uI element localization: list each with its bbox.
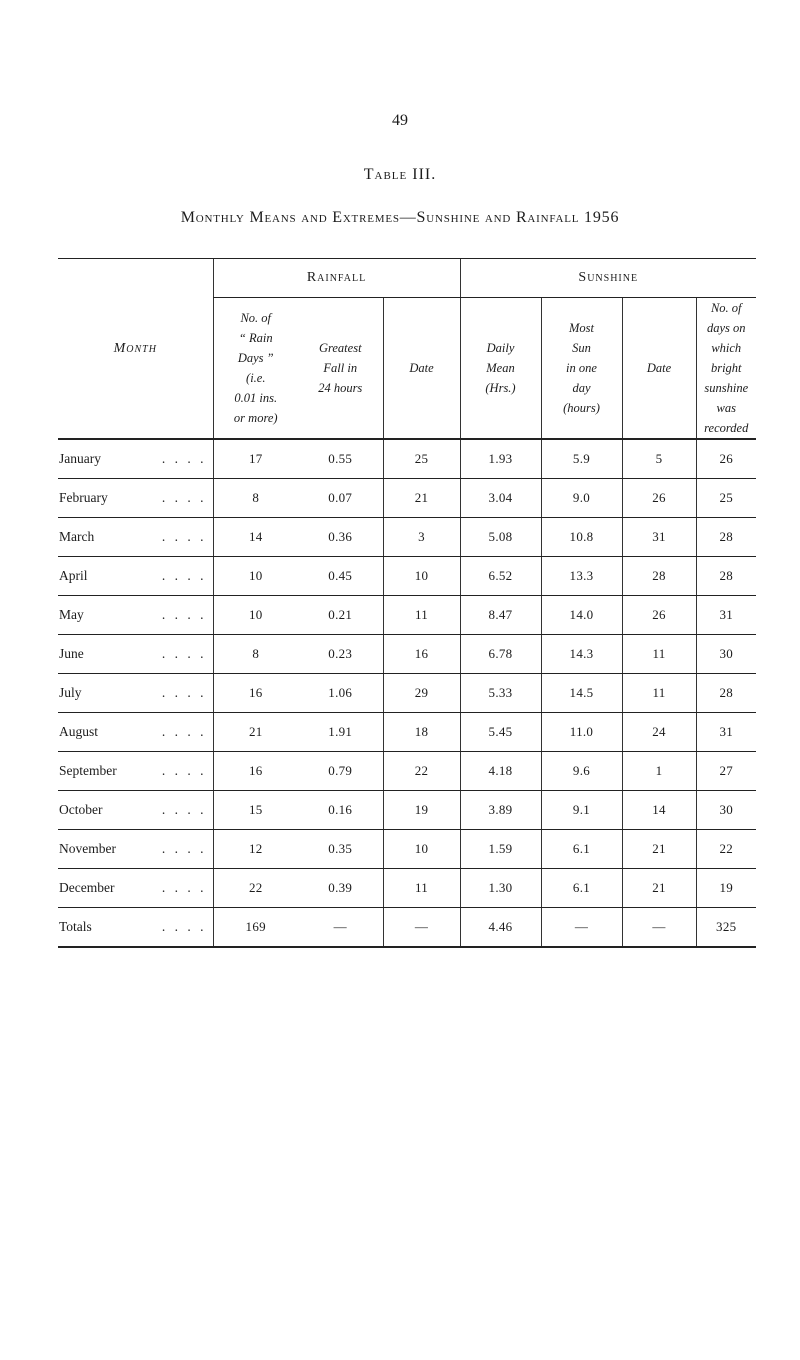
greatest-fall-cell: 0.07: [298, 479, 383, 518]
most-sun-cell: 14.3: [541, 635, 622, 674]
daily-mean-cell: 6.78: [460, 635, 541, 674]
page-number: 49: [392, 112, 408, 129]
month-label: September: [59, 763, 117, 778]
bright-days-cell: 28: [696, 557, 756, 596]
daily-mean-cell: 3.04: [460, 479, 541, 518]
leader-dots: . . . .: [161, 685, 207, 700]
most-sun-cell: 9.0: [541, 479, 622, 518]
month-cell: [58, 674, 213, 713]
rain-days-cell: 15: [213, 791, 298, 830]
month-cell: [58, 596, 213, 635]
table-header: [58, 259, 756, 440]
bright-days-cell: 25: [696, 479, 756, 518]
most-sun-cell: 10.8: [541, 518, 622, 557]
month-label: April: [59, 568, 88, 583]
bright-days-cell: 22: [696, 830, 756, 869]
rain-date-cell: 11: [383, 596, 460, 635]
rain-date-cell: 16: [383, 635, 460, 674]
sun-date-cell: 11: [622, 674, 696, 713]
most-sun-cell: 14.5: [541, 674, 622, 713]
daily-mean-cell: 3.89: [460, 791, 541, 830]
rain-days-cell: 169: [213, 908, 298, 948]
header-bright-days: No. of days on which bright sunshine was recorded: [696, 298, 756, 440]
month-label: March: [59, 529, 95, 544]
month-label: June: [59, 646, 84, 661]
greatest-fall-cell: 0.45: [298, 557, 383, 596]
month-cell: [58, 518, 213, 557]
greatest-fall-cell: 0.39: [298, 869, 383, 908]
leader-dots: . . . .: [161, 841, 207, 856]
rain-days-cell: 8: [213, 479, 298, 518]
rain-days-cell: 8: [213, 635, 298, 674]
bright-days-cell: 28: [696, 674, 756, 713]
rain-date-cell: 25: [383, 439, 460, 479]
bright-days-cell: 30: [696, 635, 756, 674]
bright-days-cell: 28: [696, 518, 756, 557]
table-body: [58, 439, 756, 947]
rain-days-cell: 10: [213, 596, 298, 635]
header-greatest-fall: Greatest Fall in 24 hours: [298, 298, 383, 440]
month-cell: [58, 557, 213, 596]
leader-dots: . . . .: [161, 451, 207, 466]
rain-days-cell: 10: [213, 557, 298, 596]
rain-date-cell: 10: [383, 830, 460, 869]
bright-days-cell: 325: [696, 908, 756, 948]
most-sun-cell: 5.9: [541, 439, 622, 479]
rain-date-cell: —: [383, 908, 460, 948]
greatest-fall-cell: 0.23: [298, 635, 383, 674]
table-row: [58, 518, 756, 557]
table-row: [58, 791, 756, 830]
rain-days-cell: 14: [213, 518, 298, 557]
table-row: [58, 869, 756, 908]
month-label: May: [59, 607, 84, 622]
greatest-fall-cell: 1.06: [298, 674, 383, 713]
table-row: [58, 752, 756, 791]
table-row: [58, 479, 756, 518]
sun-date-cell: 31: [622, 518, 696, 557]
table-row: [58, 830, 756, 869]
month-cell: [58, 635, 213, 674]
daily-mean-cell: 5.45: [460, 713, 541, 752]
sun-date-cell: —: [622, 908, 696, 948]
rain-days-cell: 12: [213, 830, 298, 869]
daily-mean-cell: 4.18: [460, 752, 541, 791]
most-sun-cell: 11.0: [541, 713, 622, 752]
leader-dots: . . . .: [161, 802, 207, 817]
table-row: [58, 713, 756, 752]
rain-date-cell: 11: [383, 869, 460, 908]
sun-date-cell: 1: [622, 752, 696, 791]
month-cell: [58, 479, 213, 518]
daily-mean-cell: 6.52: [460, 557, 541, 596]
greatest-fall-cell: 0.16: [298, 791, 383, 830]
greatest-fall-cell: 0.55: [298, 439, 383, 479]
greatest-fall-cell: 0.21: [298, 596, 383, 635]
sun-date-cell: 11: [622, 635, 696, 674]
table-row: [58, 674, 756, 713]
leader-dots: . . . .: [161, 568, 207, 583]
most-sun-cell: 13.3: [541, 557, 622, 596]
header-daily-mean: Daily Mean (Hrs.): [460, 298, 541, 440]
most-sun-cell: 9.1: [541, 791, 622, 830]
leader-dots: . . . .: [161, 880, 207, 895]
most-sun-cell: 6.1: [541, 830, 622, 869]
sun-date-cell: 26: [622, 479, 696, 518]
most-sun-cell: 6.1: [541, 869, 622, 908]
table-row: [58, 596, 756, 635]
leader-dots: . . . .: [161, 490, 207, 505]
sun-date-cell: 21: [622, 869, 696, 908]
sun-date-cell: 24: [622, 713, 696, 752]
table-caption: Monthly Means and Extremes—Sunshine and Rainfall 1956: [180, 209, 620, 226]
leader-dots: . . . .: [161, 724, 207, 739]
month-cell: [58, 791, 213, 830]
weather-table: [58, 258, 756, 948]
month-cell: [58, 439, 213, 479]
month-label: Totals: [59, 919, 92, 934]
daily-mean-cell: 5.08: [460, 518, 541, 557]
rain-date-cell: 29: [383, 674, 460, 713]
month-cell: [58, 908, 213, 948]
month-label: February: [59, 490, 108, 505]
daily-mean-cell: 1.30: [460, 869, 541, 908]
header-most-sun: Most Sun in one day (hours): [541, 298, 622, 440]
table-title: Table III.: [363, 166, 437, 183]
most-sun-cell: 14.0: [541, 596, 622, 635]
bright-days-cell: 19: [696, 869, 756, 908]
greatest-fall-cell: —: [298, 908, 383, 948]
sun-date-cell: 21: [622, 830, 696, 869]
sun-date-cell: 14: [622, 791, 696, 830]
rain-date-cell: 18: [383, 713, 460, 752]
leader-dots: . . . .: [161, 607, 207, 622]
rain-days-cell: 21: [213, 713, 298, 752]
leader-dots: . . . .: [161, 763, 207, 778]
daily-mean-cell: 5.33: [460, 674, 541, 713]
daily-mean-cell: 1.93: [460, 439, 541, 479]
header-sun-date: Date: [622, 298, 696, 440]
header-rainfall-group: Rainfall: [213, 259, 460, 298]
rain-date-cell: 10: [383, 557, 460, 596]
sun-date-cell: 26: [622, 596, 696, 635]
table-row: [58, 557, 756, 596]
month-label: November: [59, 841, 116, 856]
month-cell: [58, 752, 213, 791]
greatest-fall-cell: 0.35: [298, 830, 383, 869]
month-label: October: [59, 802, 103, 817]
most-sun-cell: —: [541, 908, 622, 948]
greatest-fall-cell: 1.91: [298, 713, 383, 752]
month-cell: [58, 869, 213, 908]
rain-days-cell: 22: [213, 869, 298, 908]
rain-days-cell: 17: [213, 439, 298, 479]
month-cell: [58, 713, 213, 752]
totals-row: [58, 908, 756, 948]
rain-date-cell: 21: [383, 479, 460, 518]
greatest-fall-cell: 0.36: [298, 518, 383, 557]
bright-days-cell: 26: [696, 439, 756, 479]
header-rain-date: Date: [383, 298, 460, 440]
bright-days-cell: 27: [696, 752, 756, 791]
bright-days-cell: 31: [696, 596, 756, 635]
daily-mean-cell: 1.59: [460, 830, 541, 869]
leader-dots: . . . .: [161, 646, 207, 661]
header-rain-days: No. of “ Rain Days ” (i.e. 0.01 ins. or more): [213, 298, 298, 440]
sun-date-cell: 5: [622, 439, 696, 479]
rain-date-cell: 3: [383, 518, 460, 557]
sun-date-cell: 28: [622, 557, 696, 596]
month-cell: [58, 830, 213, 869]
rain-date-cell: 22: [383, 752, 460, 791]
leader-dots: . . . .: [161, 529, 207, 544]
table-row: [58, 439, 756, 479]
table-row: [58, 635, 756, 674]
daily-mean-cell: 8.47: [460, 596, 541, 635]
rain-days-cell: 16: [213, 674, 298, 713]
leader-dots: . . . .: [161, 919, 207, 934]
rain-date-cell: 19: [383, 791, 460, 830]
greatest-fall-cell: 0.79: [298, 752, 383, 791]
month-label: December: [59, 880, 115, 895]
month-label: July: [59, 685, 82, 700]
month-label: August: [59, 724, 99, 739]
month-label: January: [59, 451, 101, 466]
header-sunshine-group: Sunshine: [460, 259, 756, 298]
daily-mean-cell: 4.46: [460, 908, 541, 948]
rain-days-cell: 16: [213, 752, 298, 791]
most-sun-cell: 9.6: [541, 752, 622, 791]
bright-days-cell: 30: [696, 791, 756, 830]
bright-days-cell: 31: [696, 713, 756, 752]
header-month: Month: [58, 259, 213, 440]
